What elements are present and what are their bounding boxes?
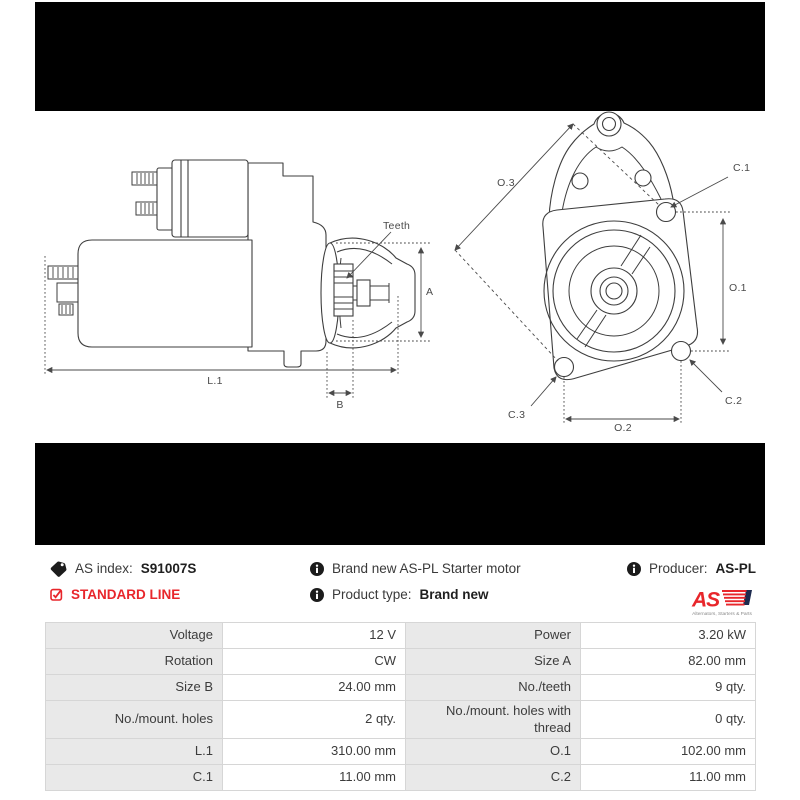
spec-value-cell: 82.00 mm [581, 649, 756, 675]
table-row [46, 675, 756, 701]
spec-label-cell: Voltage [46, 623, 223, 649]
producer-label: Producer: [648, 561, 708, 576]
as-index-row [50, 560, 196, 577]
info-icon [310, 562, 324, 576]
redacted-banner-middle [35, 443, 765, 545]
pinion-gear [334, 264, 353, 316]
spec-table [45, 622, 756, 791]
solenoid [157, 160, 248, 237]
checked-checkbox-icon [50, 588, 63, 601]
logo-tagline: Alternators, Starters & Parts [692, 612, 752, 617]
standard-line-badge [50, 586, 196, 603]
spec-value-cell: 102.00 mm [581, 739, 756, 765]
spec-value-cell: 11.00 mm [223, 765, 406, 791]
logo-as-text: AS [692, 588, 720, 612]
dim-label-a: A [426, 286, 434, 298]
dim-label-c3: C.3 [508, 409, 526, 421]
spec-label-cell: C.2 [406, 765, 581, 791]
dim-label-c1: C.1 [733, 162, 751, 174]
table-row [46, 623, 756, 649]
dim-label-c2: C.2 [725, 395, 743, 407]
producer-row [627, 560, 756, 577]
tag-icon [50, 560, 67, 577]
spec-label-cell: C.1 [46, 765, 223, 791]
spec-value-cell: 11.00 mm [581, 765, 756, 791]
spec-value-cell: 3.20 kW [581, 623, 756, 649]
dim-label-l1: L.1 [207, 375, 223, 387]
product-type-value: Brand new [419, 587, 489, 602]
dim-label-teeth: Teeth [383, 220, 411, 232]
table-row [46, 701, 756, 739]
starter-side-view-drawing [35, 112, 435, 442]
motor-housing [78, 240, 252, 347]
redacted-banner-top [35, 2, 765, 111]
product-description: Brand new AS-PL Starter motor [332, 561, 521, 576]
spec-value-cell: 310.00 mm [223, 739, 406, 765]
as-pl-logo [688, 587, 756, 617]
spec-label-cell: No./teeth [406, 675, 581, 701]
spec-value-cell: 9 qty. [581, 675, 756, 701]
solenoid-terminals [132, 172, 158, 215]
spec-label-cell: Rotation [46, 649, 223, 675]
spec-label-cell: O.1 [406, 739, 581, 765]
table-row [46, 765, 756, 791]
dim-label-b: B [336, 399, 344, 411]
center-bracket [248, 163, 326, 367]
as-index-label: AS index: [75, 561, 133, 576]
body-terminals [48, 266, 79, 315]
spec-label-cell: No./mount. holes [46, 701, 223, 739]
drive-end-housing [321, 238, 415, 348]
table-row [46, 649, 756, 675]
info-icon [310, 588, 324, 602]
standard-line-label: STANDARD LINE [71, 587, 181, 602]
spec-label-cell: L.1 [46, 739, 223, 765]
dim-label-o3: O.3 [497, 177, 515, 189]
header-left-column [50, 560, 196, 603]
table-row [46, 739, 756, 765]
header-right-column [627, 560, 756, 617]
spec-value-cell: 2 qty. [223, 701, 406, 739]
spec-label-cell: Size B [46, 675, 223, 701]
spec-label-cell: Power [406, 623, 581, 649]
dim-label-o1: O.1 [729, 282, 747, 294]
spec-value-cell: CW [223, 649, 406, 675]
header-middle-column [310, 560, 521, 603]
spec-value-cell: 24.00 mm [223, 675, 406, 701]
product-type-row [310, 586, 521, 603]
dim-label-o2: O.2 [614, 422, 632, 434]
producer-value: AS-PL [715, 561, 756, 576]
spec-value-cell: 12 V [223, 623, 406, 649]
as-index-value: S91007S [140, 561, 197, 576]
spec-label-cell: No./mount. holes with thread [406, 701, 581, 739]
product-type-label: Product type: [332, 587, 412, 602]
starter-front-view-drawing [440, 108, 770, 443]
description-row [310, 560, 521, 577]
spec-label-cell: Size A [406, 649, 581, 675]
spec-value-cell: 0 qty. [581, 701, 756, 739]
info-icon [627, 562, 641, 576]
